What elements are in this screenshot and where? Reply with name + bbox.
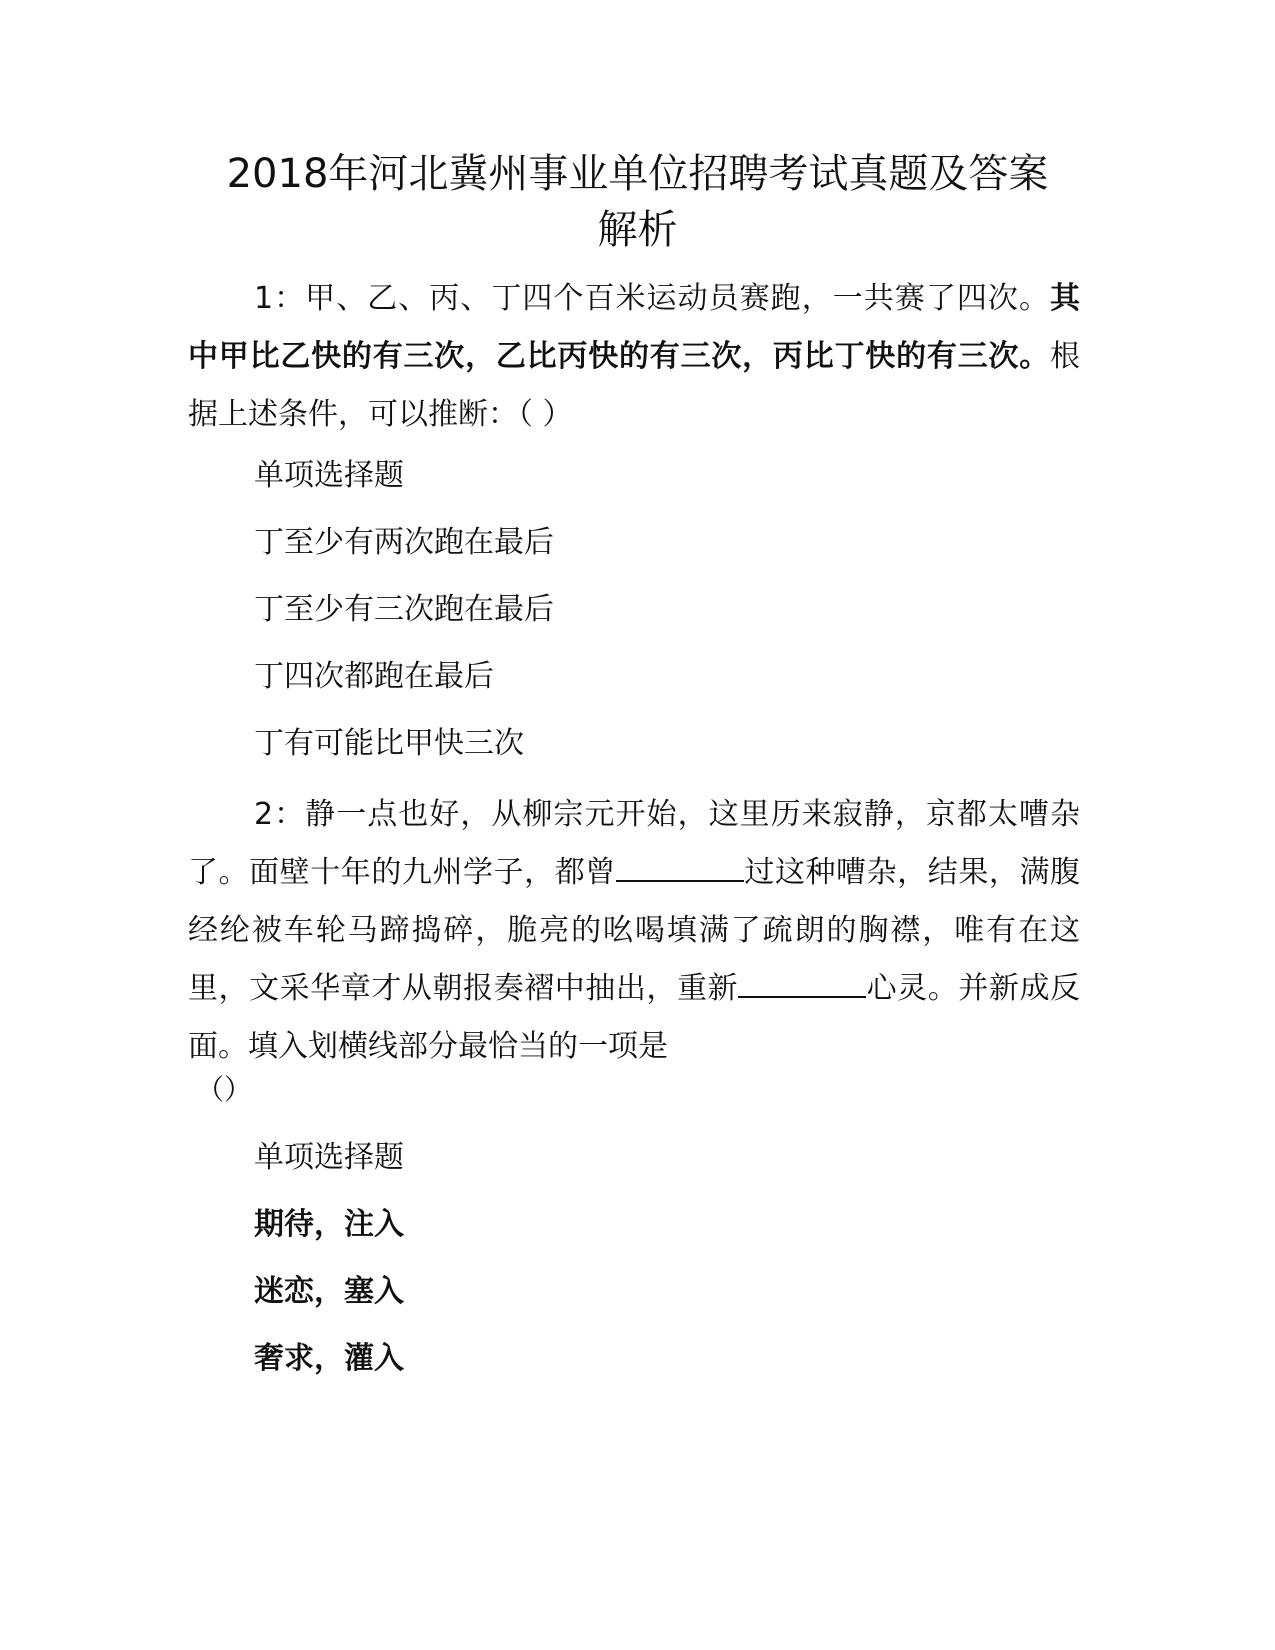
question-2-part-1: 2：静一点也好，从柳宗元开始，这里历来寂静，京都太嘈杂了。面壁十年的九州学子，都曾 bbox=[188, 797, 1080, 890]
question-1-option-4: 丁有可能比甲快三次 bbox=[254, 726, 524, 761]
question-1-option-1: 丁至少有两次跑在最后 bbox=[254, 525, 554, 560]
question-1-option-3: 丁四次都跑在最后 bbox=[254, 659, 494, 694]
question-2-part-3: 心灵。并新成反面。填入划横线部分最恰当的一项是 bbox=[188, 971, 1081, 1064]
fill-blank-2 bbox=[738, 970, 866, 998]
question-1-intro: 1：甲、乙、丙、丁四个百米运动员赛跑，一共赛了四次。 bbox=[254, 281, 1050, 316]
fill-blank-1 bbox=[616, 854, 744, 882]
question-2-option-2: 迷恋，塞入 bbox=[254, 1274, 404, 1309]
document-title-line2: 解析 bbox=[597, 207, 678, 253]
document-title-line1: 2018年河北冀州事业单位招聘考试真题及答案 bbox=[226, 151, 1049, 197]
question-1-type: 单项选择题 bbox=[254, 458, 404, 493]
question-1-tail: 根据上述条件，可以推断：（ ） bbox=[188, 339, 1080, 432]
question-2-paren: （） bbox=[196, 1073, 253, 1106]
question-1-conditions: 其中甲比乙快的有三次，乙比丙快的有三次，丙比丁快的有三次。 bbox=[188, 281, 1080, 374]
question-1-stem bbox=[188, 270, 1080, 444]
question-2-option-3: 奢求，灌入 bbox=[254, 1341, 404, 1376]
question-1-option-2: 丁至少有三次跑在最后 bbox=[254, 592, 554, 627]
question-2-option-1: 期待，注入 bbox=[254, 1207, 404, 1242]
question-2-part-2: 过这种嘈杂，结果，满腹经纶被车轮马蹄捣碎，脆亮的吆喝填满了疏朗的胸襟，唯有在这里，文采华章才从朝报奏褶中抽出，重新 bbox=[188, 855, 1081, 1006]
question-2-stem bbox=[188, 786, 1080, 1076]
question-2-type: 单项选择题 bbox=[254, 1140, 404, 1175]
